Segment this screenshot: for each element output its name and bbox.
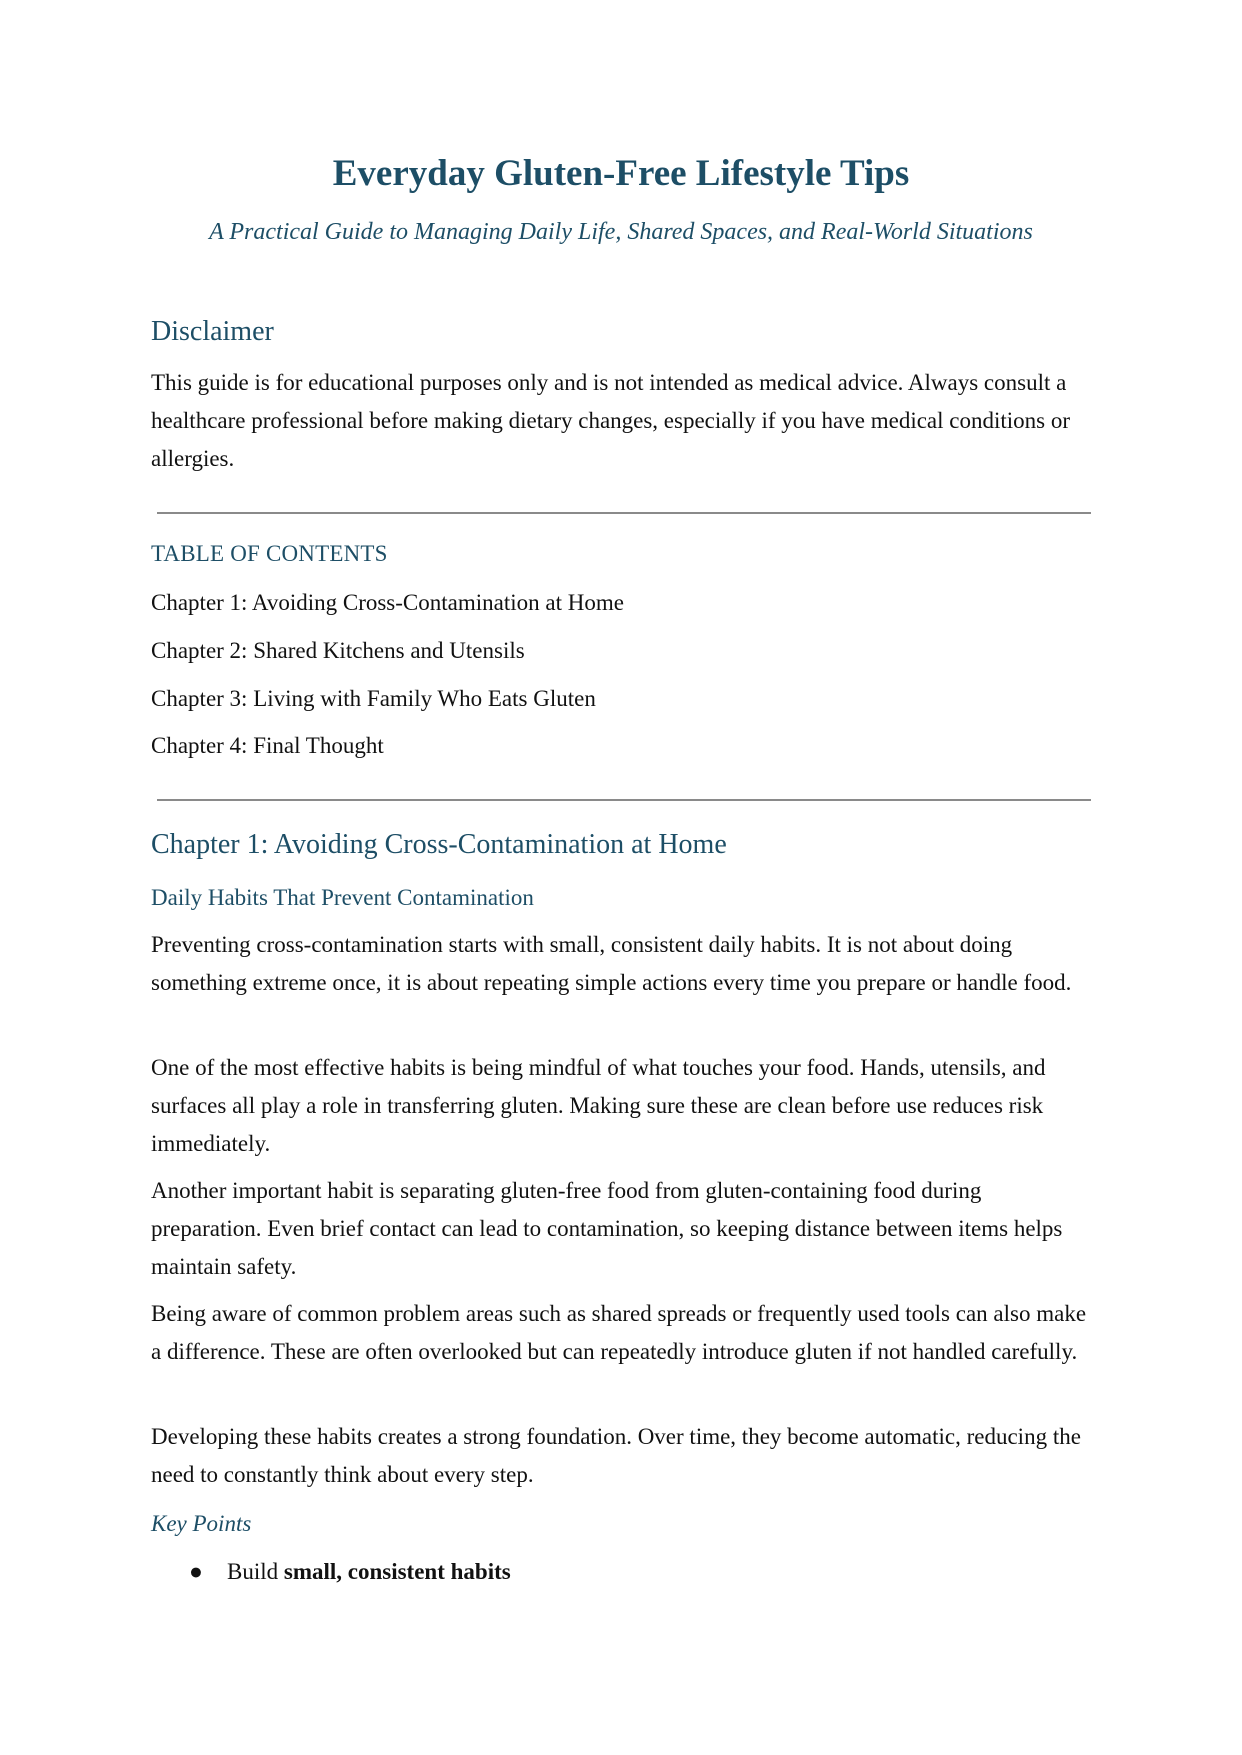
document-title: Everyday Gluten-Free Lifestyle Tips xyxy=(332,153,910,194)
chapter-1-paragraph: One of the most effective habits is being mindful of what touches your food. Hands, utensils, and surfaces all play a role in transferring gluten. Making sure these are clean before use reduces risk immediately. xyxy=(151,1055,1046,1156)
key-point-prefix: Build xyxy=(227,1559,284,1584)
key-points-heading: Key Points xyxy=(151,1511,252,1536)
key-point-bold: small, consistent habits xyxy=(283,1559,511,1584)
chapter-1-paragraph: Being aware of common problem areas such as shared spreads or frequently used tools can also make a difference. These are often overlooked but can repeatedly introduce gluten if not handled carefully. xyxy=(151,1301,1087,1364)
disclaimer-heading: Disclaimer xyxy=(151,316,274,347)
bullet-icon: ● xyxy=(189,1559,203,1584)
toc-item-chapter-1: Chapter 1: Avoiding Cross-Contamination at Home xyxy=(151,590,624,615)
toc-item-chapter-2: Chapter 2: Shared Kitchens and Utensils xyxy=(151,638,525,663)
toc-heading: TABLE OF CONTENTS xyxy=(151,541,388,566)
chapter-1-paragraph: Preventing cross-contamination starts with small, consistent daily habits. It is not about doing something extreme once, it is about repeating simple actions every time you prepare or handle food. xyxy=(151,932,1072,995)
chapter-1-subheading: Daily Habits That Prevent Contamination xyxy=(151,885,534,910)
chapter-1-heading: Chapter 1: Avoiding Cross-Contamination at Home xyxy=(151,829,727,860)
disclaimer-text: This guide is for educational purposes only and is not intended as medical advice. Always consult a healthcare professional before making dietary changes, especially if you have medical conditions or allergies. xyxy=(151,370,1071,471)
divider xyxy=(157,512,1091,514)
toc-item-chapter-3: Chapter 3: Living with Family Who Eats Gluten xyxy=(151,686,596,711)
document-subtitle: A Practical Guide to Managing Daily Life, Shared Spaces, and Real-World Situations xyxy=(209,219,1033,245)
toc-item-chapter-4: Chapter 4: Final Thought xyxy=(151,733,384,758)
key-point-item xyxy=(227,1557,511,1587)
divider xyxy=(157,799,1091,801)
chapter-1-paragraph: Another important habit is separating gluten-free food from gluten-containing food during preparation. Even brief contact can lead to contamination, so keeping distance between items helps maintain safety. xyxy=(151,1178,1063,1279)
chapter-1-paragraph: Developing these habits creates a strong foundation. Over time, they become automatic, reducing the need to constantly think about every step. xyxy=(151,1424,1081,1487)
